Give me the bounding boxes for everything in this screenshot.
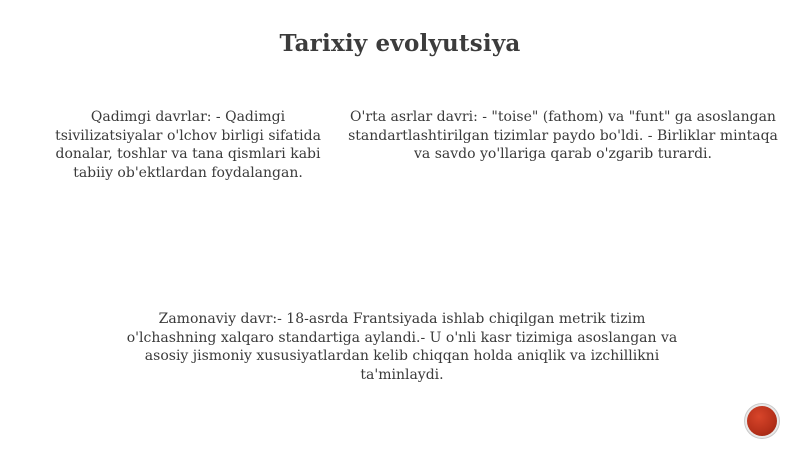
slide-title: Tarixiy evolyutsiya (279, 30, 521, 57)
text-block-ancient: Qadimgi davrlar: - Qadimgi tsivilizatsiyalar o'lchov birligi sifatida donalar, toshlar va tana qismlari kabi tabiiy ob'ektlardan foydalangan. (55, 109, 321, 181)
text-block-modern: Zamonaviy davr:- 18-asrda Frantsiyada ishlab chiqilgan metrik tizim o'lchashning xalqaro standartiga aylandi.- U o'nli kasr tizimiga asoslangan va asosiy jismoniy xususiyatlardan kelib chiqqan holda aniqlik va izchillikni ta'minlaydi. (126, 311, 678, 383)
text-block-medieval: O'rta asrlar davri: - "toise" (fathom) va "funt" ga asoslangan standartlashtirilgan tizimlar paydo bo'ldi. - Birliklar mintaqa va savdo yo'llariga qarab o'zgarib turardi. (348, 109, 778, 162)
next-slide-button[interactable] (747, 406, 777, 436)
